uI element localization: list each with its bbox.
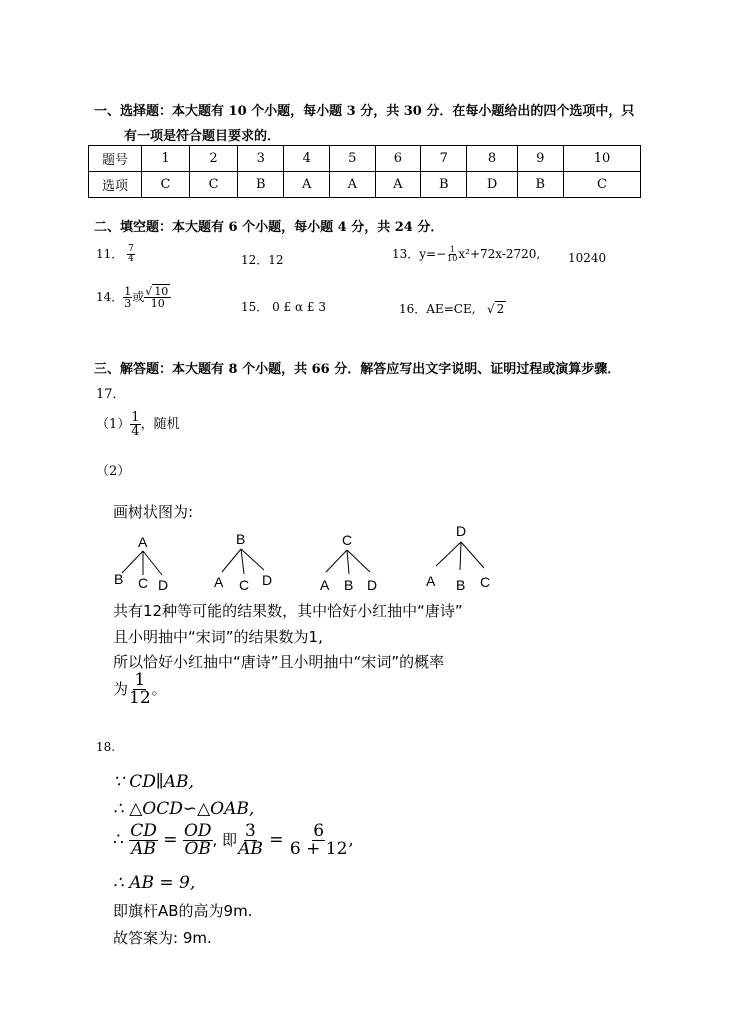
tree-branch (460, 542, 461, 570)
answer-table (88, 145, 641, 198)
table-cell: 9 (517, 146, 563, 172)
tree-branch (122, 551, 143, 573)
denominator: 10 (150, 297, 165, 310)
numerator: 6 (313, 821, 325, 841)
denominator: 12 (129, 688, 151, 708)
numerator: CD (130, 821, 157, 841)
table-cell: A (284, 172, 330, 198)
answer-prefix: y=− (419, 247, 447, 261)
text: , 即 (212, 831, 238, 849)
question-number: 16． (399, 302, 427, 316)
section1-heading-cont: 有一项是符合题目要求的． (124, 129, 281, 144)
denominator: AB (238, 839, 263, 859)
table-cell: 7 (421, 146, 467, 172)
tree-leaf: C (138, 575, 149, 591)
tree-leaf: D (158, 577, 169, 593)
fraction (289, 823, 349, 858)
numerator: OD (183, 821, 212, 841)
comma: , (348, 830, 354, 850)
tree-leaf: C (239, 577, 250, 593)
numerator: 3 (245, 821, 256, 841)
section1-heading: 一、选择题：本大题有 10 个小题，每小题 3 分，共 30 分．在每小题给出的四个选项中，只 (94, 104, 635, 119)
table-cell: 3 (238, 146, 284, 172)
question-number: 12． (241, 253, 269, 267)
q17-part2-label: （2） (96, 464, 131, 479)
fraction (237, 823, 264, 858)
table-cell: 1 (142, 146, 190, 172)
tree-b (214, 531, 272, 593)
part-label: （1） (96, 417, 131, 432)
tree-leaf: A (214, 574, 224, 590)
fraction (128, 672, 152, 707)
q17-conclusion-line1: 共有12种等可能的结果数，其中恰好小红抽中“唐诗” (113, 602, 463, 620)
sqrt (152, 286, 170, 297)
tree-leaf: A (426, 573, 436, 589)
numerator: 1 (131, 410, 140, 425)
table-cell: C (563, 172, 640, 198)
tree-branch (241, 549, 244, 574)
table-cell: 2 (190, 146, 238, 172)
table-row (89, 146, 641, 172)
answer-14 (96, 286, 171, 309)
tree-root: B (236, 531, 246, 547)
fraction (144, 286, 171, 309)
answer-value: AE=CE, (426, 302, 476, 316)
table-cell: C (142, 172, 190, 198)
table-cell: 6 (375, 146, 421, 172)
tree-branch (241, 549, 264, 570)
tree-d (426, 523, 490, 593)
table-cell: B (421, 172, 467, 198)
q17-conclusion-line2: 且小明抽中“宋词”的结果数为1, (113, 628, 323, 646)
table-cell: 5 (330, 146, 376, 172)
table-cell: 4 (284, 146, 330, 172)
numerator: 1 (449, 245, 455, 254)
tree-leaf: D (367, 577, 378, 593)
text: 。 (151, 680, 167, 698)
text: 为 (113, 680, 129, 698)
tree-leaf: B (114, 571, 124, 587)
tree-a (114, 534, 168, 593)
tree-c (320, 532, 377, 593)
question-number: 15． (241, 300, 269, 314)
question-17-label: 17． (96, 387, 126, 402)
sqrt (495, 302, 507, 316)
answer-13-extra: 10240 (568, 251, 607, 265)
fraction (183, 823, 213, 858)
q17-part1 (96, 411, 180, 438)
tree-branch (347, 550, 370, 572)
radicand: 10 (154, 285, 169, 298)
tree-root: A (138, 534, 148, 550)
section2-heading: 二、填空题：本大题有 6 个小题，每小题 4 分，共 24 分． (94, 220, 444, 235)
fraction (129, 823, 158, 858)
denominator: OB (184, 839, 211, 859)
radicand: 2 (496, 302, 505, 316)
tree-branch (222, 549, 241, 572)
equals: = (163, 830, 178, 850)
table-cell: B (238, 172, 284, 198)
q17-conclusion-line4 (113, 672, 167, 707)
table-header-cell: 选项 (89, 172, 142, 198)
answer-13 (392, 245, 540, 263)
denominator: 6 + 12 (289, 839, 348, 859)
tree-branch (436, 542, 461, 566)
tree-branch (143, 551, 162, 575)
answer-12 (241, 251, 284, 268)
question-number: 13． (392, 247, 420, 261)
table-row (89, 172, 641, 198)
tree-leaf: D (262, 572, 273, 588)
table-cell: A (375, 172, 421, 198)
denominator: 4 (128, 254, 134, 264)
numerator: 7 (128, 244, 134, 254)
table-cell: A (330, 172, 376, 198)
tree-leaf: C (480, 574, 491, 590)
answer-text: ，随机 (140, 417, 180, 432)
answer-11 (96, 245, 135, 264)
tree-leaf: B (344, 577, 354, 593)
fraction (130, 411, 140, 438)
tree-branch (326, 550, 347, 572)
answer-16: 16．AE=CE, √ 2 (399, 302, 505, 316)
question-18-label: 18. (96, 740, 116, 754)
q18-line1: ∵ CD∥AB, (113, 772, 194, 792)
table-cell: 8 (467, 146, 517, 172)
or-text: 或 (132, 290, 145, 304)
table-cell: B (517, 172, 563, 198)
table-header-cell: 题号 (89, 146, 142, 172)
tree-root: D (456, 523, 467, 539)
tree-leaf: A (320, 577, 330, 593)
table-cell: 10 (563, 146, 640, 172)
numerator: √ 10 (144, 286, 171, 298)
fraction (123, 286, 132, 309)
denominator: 10 (447, 254, 458, 263)
q18-line6: 故答案为: 9m. (113, 929, 212, 947)
fraction (446, 246, 458, 263)
tree-leaf: B (456, 577, 466, 593)
answer-value: 0 £ α £ 3 (272, 300, 327, 314)
q18-line5: 即旗杆AB的高为9m. (113, 902, 253, 920)
table-cell: D (467, 172, 517, 198)
numerator: 1 (134, 670, 146, 690)
equals: = (269, 830, 284, 850)
q18-line2: ∴ △OCD∽△OAB, (113, 799, 255, 819)
answer-15 (241, 298, 326, 315)
tree-diagram (112, 520, 512, 595)
tree-root: C (342, 532, 353, 548)
question-number: 11． (96, 247, 124, 261)
question-number: 14． (96, 290, 124, 304)
fraction (127, 245, 135, 264)
denominator: 4 (131, 424, 140, 439)
answer-value: x²+72x-2720, (458, 247, 541, 261)
q17-conclusion-line3: 所以恰好小红抽中“唐诗”且小明抽中“宋词”的概率 (113, 653, 445, 671)
therefore-symbol: ∴ (113, 830, 124, 850)
tree-branch (347, 550, 349, 574)
tree-branch (461, 542, 484, 568)
table-cell: C (190, 172, 238, 198)
q18-line3 (113, 823, 354, 858)
q18-line4: ∴ AB = 9, (113, 873, 196, 893)
section3-heading: 三、解答题：本大题有 8 个小题，共 66 分．解答应写出文字说明、证明过程或演算步骤． (94, 362, 621, 377)
tree-intro: 画树状图为: (113, 503, 194, 521)
denominator: 3 (124, 297, 132, 310)
answer-value: 12 (268, 253, 284, 267)
numerator: 1 (124, 285, 132, 298)
denominator: AB (131, 839, 156, 859)
